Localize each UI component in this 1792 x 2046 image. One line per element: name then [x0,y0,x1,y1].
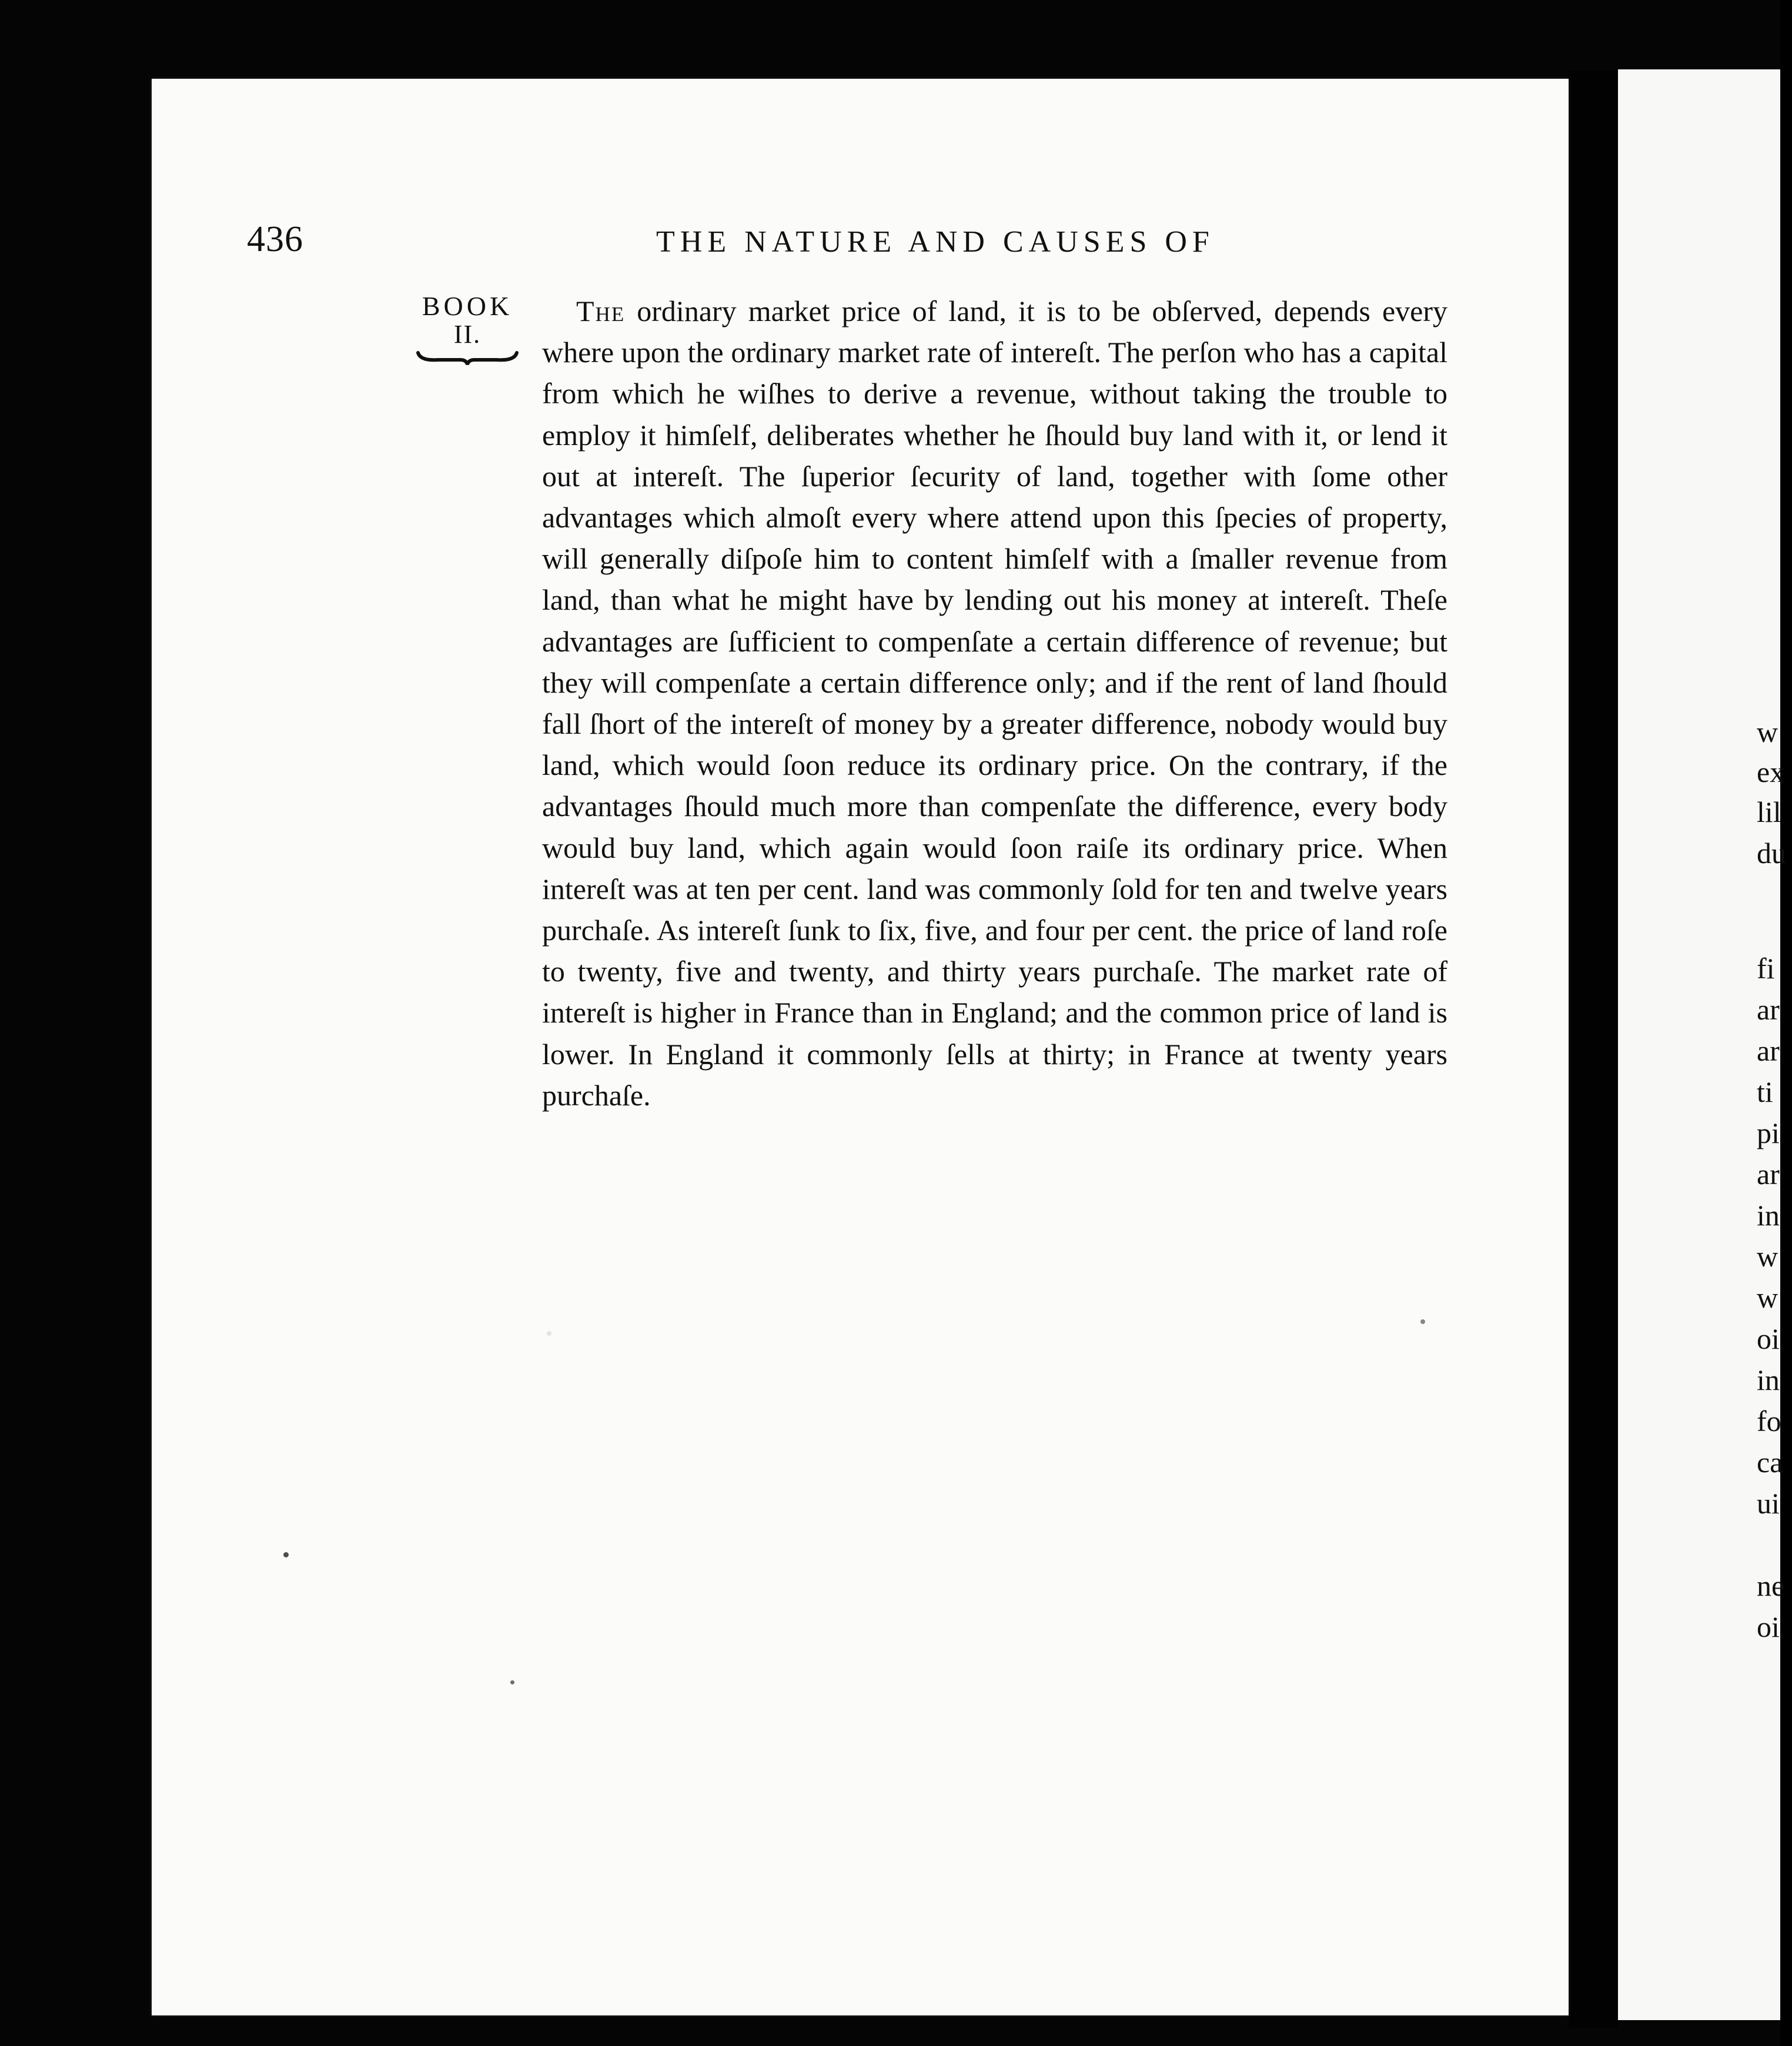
facing-page-fragment: ar [1757,1158,1780,1191]
facing-page-fragment: ar [1757,993,1780,1026]
paragraph-text: ordinary market price of land, it is to be obſerved, depends every where upon the ordinary market rate of intereſt. The perſon who has a capital from which he wiſhes to derive a revenue, without taking the trouble to employ it himſelf, deliberates whether he ſhould buy land with it, or lend it out at intereſt. The ſuperior ſecurity of land, together with ſome other advantages which almoſt every where attend upon this ſpecies of property, will generally diſpoſe him to content himſelf with a ſmaller revenue from land, than what he might have by lending out his money at intereſt. Theſe advantages are ſufficient to compenſate a certain difference of revenue; but they will compenſate a certain difference only; and if the rent of land ſhould fall ſhort of the intereſt of money by a greater difference, nobody would buy land, which would ſoon reduce its ordinary price. On the contrary, if the advantages ſhould much more than compenſate the difference, every body would buy land, which again would ſoon raiſe its ordinary price. When intereſt was at ten per cent. land was commonly ſold for ten and twelve years purchaſe. As intereſt ſunk to ſix, five, and four per cent. the price of land roſe to twenty, five and twenty, and thirty years purchaſe. The market rate of intereſt is higher in France than in England; and the common price of land is lower. In England it commonly ſells at thirty; in France at twenty years purchaſe. [542,295,1447,1112]
brace-ornament-icon [414,349,520,367]
facing-page-fragment: du [1757,837,1786,870]
facing-page-fragment: ne [1757,1569,1785,1602]
facing-page-fragment: ui [1757,1487,1780,1520]
main-paragraph [542,290,1447,1116]
facing-page-edge [1618,69,1786,2020]
facing-page-fragment: ar [1757,1034,1780,1067]
page-speck [510,1680,514,1684]
facing-page-fragment: ca [1757,1446,1783,1479]
facing-page-fragment: fo [1757,1405,1781,1437]
margin-book-label: BOOK [422,291,513,321]
page-speck [283,1552,289,1557]
facing-page-fragment: fi [1757,952,1775,985]
bleed-through-texture [564,1217,1458,1471]
page-speck [1420,1319,1425,1324]
facing-page-fragment: oi [1757,1610,1780,1643]
facing-page-fragment: in [1757,1363,1780,1396]
facing-page-fragment: w [1757,1281,1778,1314]
facing-page-fragment: ex [1757,755,1785,788]
facing-page-fragment: pi [1757,1116,1780,1149]
paragraph-lead-word: The [576,295,626,327]
facing-page-fragment: w [1757,716,1778,748]
facing-page-fragment: oi [1757,1322,1780,1355]
running-head: THE NATURE AND CAUSES OF [656,225,1215,259]
facing-page-fragment: in [1757,1199,1780,1232]
facing-page-fragment: w [1757,1240,1778,1273]
margin-book-number: II. [453,320,482,349]
page-number: 436 [247,219,303,259]
facing-page-fragment: ti [1757,1075,1773,1108]
page-speck [547,1331,551,1336]
book-gutter [1569,71,1618,2028]
margin-note [412,292,523,367]
facing-page-fragment: lil [1757,795,1781,828]
